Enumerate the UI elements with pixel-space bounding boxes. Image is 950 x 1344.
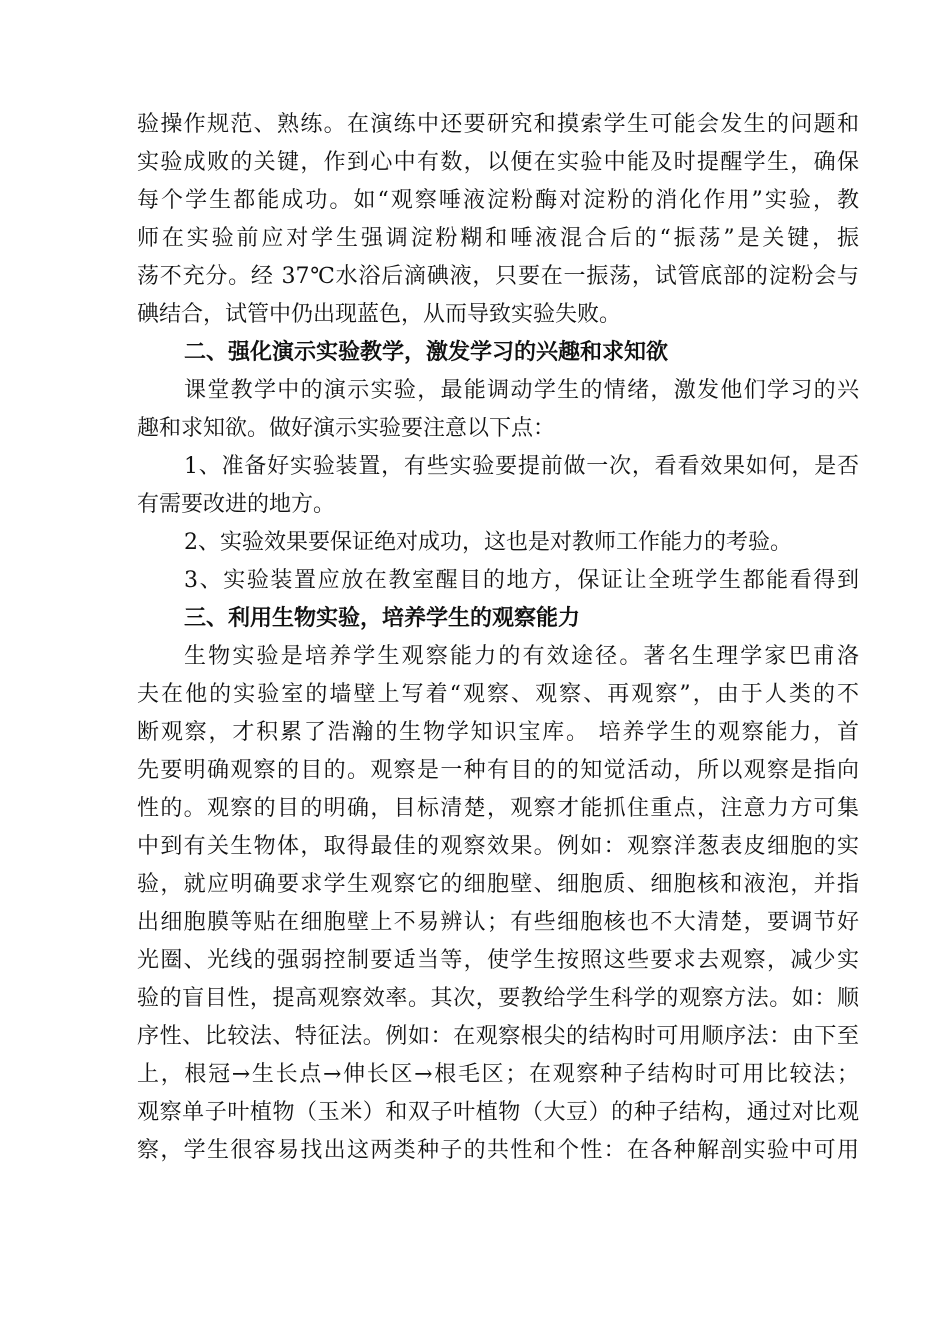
section-heading-3: 三、利用生物实验，培养学生的观察能力	[184, 606, 581, 631]
text-line: 夫在他的实验室的墙壁上写着“观察、观察、再观察”，由于人类的不	[137, 682, 859, 707]
text-line: 实验成败的关键，作到心中有数，以便在实验中能及时提醒学生，确保	[137, 150, 859, 175]
text-line: 断观察，才积累了浩瀚的生物学知识宝库。 培养学生的观察能力，首	[137, 720, 859, 745]
paragraph-start-line: 课堂教学中的演示实验，最能调动学生的情绪，激发他们学习的兴	[184, 378, 859, 403]
text-line: 师在实验前应对学生强调淀粉糊和唾液混合后的“振荡”是关键，振	[137, 226, 859, 251]
text-line: 上，根冠→生长点→伸长区→根毛区；在观察种子结构时可用比较法；	[137, 1062, 859, 1087]
text-line: 先要明确观察的目的。观察是一种有目的的知觉活动，所以观察是指向	[137, 758, 859, 783]
text-line: 序性、比较法、特征法。例如：在观察根尖的结构时可用顺序法：由下至	[137, 1024, 859, 1049]
text-line: 察，学生很容易找出这两类种子的共性和个性：在各种解剖实验中可用	[137, 1138, 859, 1163]
text-line: 验，就应明确要求学生观察它的细胞壁、细胞质、细胞核和液泡，并指	[137, 872, 859, 897]
text-line: 碘结合，试管中仍出现蓝色，从而导致实验失败。	[137, 302, 622, 327]
text-line: 荡不充分。经 37℃水浴后滴碘液，只要在一振荡，试管底部的淀粉会与	[137, 264, 859, 289]
text-line: 每个学生都能成功。如“观察唾液淀粉酶对淀粉的消化作用”实验，教	[137, 188, 859, 213]
text-line: 验的盲目性，提高观察效率。其次，要教给学生科学的观察方法。如：顺	[137, 986, 859, 1011]
list-item-1: 1、准备好实验装置，有些实验要提前做一次，看看效果如何，是否	[184, 454, 859, 479]
text-line: 中到有关生物体，取得最佳的观察效果。例如：观察洋葱表皮细胞的实	[137, 834, 859, 859]
list-item-2: 2、实验效果要保证绝对成功，这也是对教师工作能力的考验。	[184, 530, 792, 555]
section-heading-2: 二、强化演示实验教学，激发学习的兴趣和求知欲	[184, 340, 669, 365]
text-line: 光圈、光线的强弱控制要适当等，使学生按照这些要求去观察，减少实	[137, 948, 859, 973]
paragraph-start-line: 生物实验是培养学生观察能力的有效途径。著名生理学家巴甫洛	[184, 644, 859, 669]
text-line: 验操作规范、熟练。在演练中还要研究和摸索学生可能会发生的问题和	[137, 112, 859, 137]
text-line: 有需要改进的地方。	[137, 492, 336, 517]
list-item-3: 3、实验装置应放在教室醒目的地方，保证让全班学生都能看得到	[184, 568, 859, 593]
text-line: 性的。观察的目的明确，目标清楚，观察才能抓住重点，注意力方可集	[137, 796, 859, 821]
text-line: 趣和求知欲。做好演示实验要注意以下点：	[137, 416, 556, 441]
text-line: 观察单子叶植物（玉米）和双子叶植物（大豆）的种子结构，通过对比观	[137, 1100, 859, 1125]
text-line: 出细胞膜等贴在细胞壁上不易辨认；有些细胞核也不大清楚，要调节好	[137, 910, 859, 935]
